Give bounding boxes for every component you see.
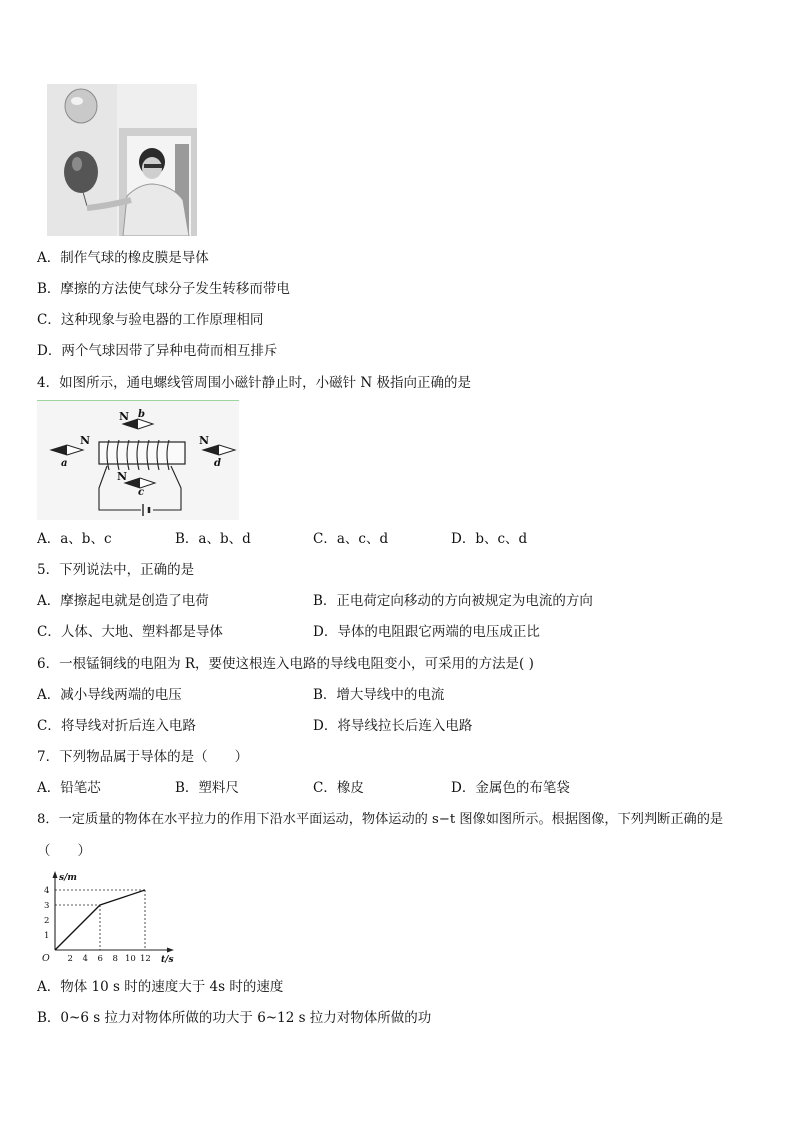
solenoid-figure [37,400,239,520]
q7-option-d: D．金属色的布笔袋 [451,780,570,796]
st-line-segment [55,905,100,950]
graph-ylabel: s/m [59,873,77,883]
q4-stem: 4．如图所示，通电螺线管周围小磁针静止时，小磁针 N 极指向正确的是 [37,375,471,391]
needle-b-label: b [138,409,145,420]
y-tick-label: 1 [44,931,50,941]
q8-stem: 8．一定质量的物体在水平拉力的作用下沿水平面运动，物体运动的 s−t 图像如图所示。根据图像，下列判断正确的是 [37,812,724,827]
q8-answer-paren: （ ） [37,843,91,859]
q6-stem: 6．一根锰铜线的电阻为 R，要使这根连入电路的导线电阻变小，可采用的方法是( ) [37,656,534,672]
needle-d-n-label: N [199,434,210,447]
x-tick-label: 10 [125,954,136,964]
q7-option-b: B．塑料尺 [175,780,239,796]
graph-origin: O [42,953,50,964]
y-tick-label: 3 [44,901,50,911]
st-graph-svg [37,866,177,966]
q6-option-d: D．将导线拉长后连入电路 [313,718,473,734]
needle-a-n-label: N [80,434,91,447]
x-tick-label: 6 [97,954,103,964]
needle-b-n-label: N [119,410,130,423]
q8-option-b: B．0~6 s 拉力对物体所做的功大于 6~12 s 拉力对物体所做的功 [37,1010,432,1026]
q7-option-c: C．橡皮 [313,780,364,796]
q6-option-a: A．减小导线两端的电压 [37,687,182,703]
needle-c-label: c [138,487,145,498]
q7-option-a: A．铅笔芯 [37,780,101,796]
balloon-photo [47,84,197,236]
y-tick-label: 2 [44,916,50,926]
q4-option-b: B．a、b、d [175,531,251,547]
q5-option-d: D．导体的电阻跟它两端的电压成正比 [313,624,540,640]
q5-option-b: B．正电荷定向移动的方向被规定为电流的方向 [313,593,593,609]
q3-option-c: C．这种现象与验电器的工作原理相同 [37,312,264,328]
q6-option-b: B．增大导线中的电流 [313,687,445,703]
q7-stem: 7．下列物品属于导体的是（ ） [37,749,249,765]
graph-xlabel: t/s [161,955,174,965]
q5-stem: 5．下列说法中，正确的是 [37,562,195,578]
st-line-segment [100,890,145,905]
q3-option-d: D．两个气球因带了异种电荷而相互排斥 [37,343,278,359]
q8-option-a: A．物体 10 s 时的速度大于 4s 时的速度 [37,979,284,995]
q4-option-a: A．a、b、c [37,531,112,547]
needle-d-label: d [214,458,221,469]
q3-option-a: A．制作气球的橡皮膜是导体 [37,250,209,266]
q6-option-c: C．将导线对折后连入电路 [37,718,196,734]
q5-option-a: A．摩擦起电就是创造了电荷 [37,593,209,609]
solenoid-diagram [37,400,239,520]
y-tick-label: 4 [44,886,50,896]
q4-option-d: D．b、c、d [451,531,528,547]
q3-option-b: B．摩擦的方法使气球分子发生转移而带电 [37,281,290,297]
x-tick-label: 8 [112,954,118,964]
needle-a-label: a [61,458,68,469]
q5-option-c: C．人体、大地、塑料都是导体 [37,624,223,640]
x-tick-label: 12 [140,954,151,964]
x-tick-label: 4 [82,954,88,964]
x-tick-label: 2 [67,954,73,964]
needle-c-n-label: N [117,470,128,483]
q4-option-c: C．a、c、d [313,531,389,547]
balloon-photo-drawing [47,84,197,236]
st-graph [37,866,177,966]
